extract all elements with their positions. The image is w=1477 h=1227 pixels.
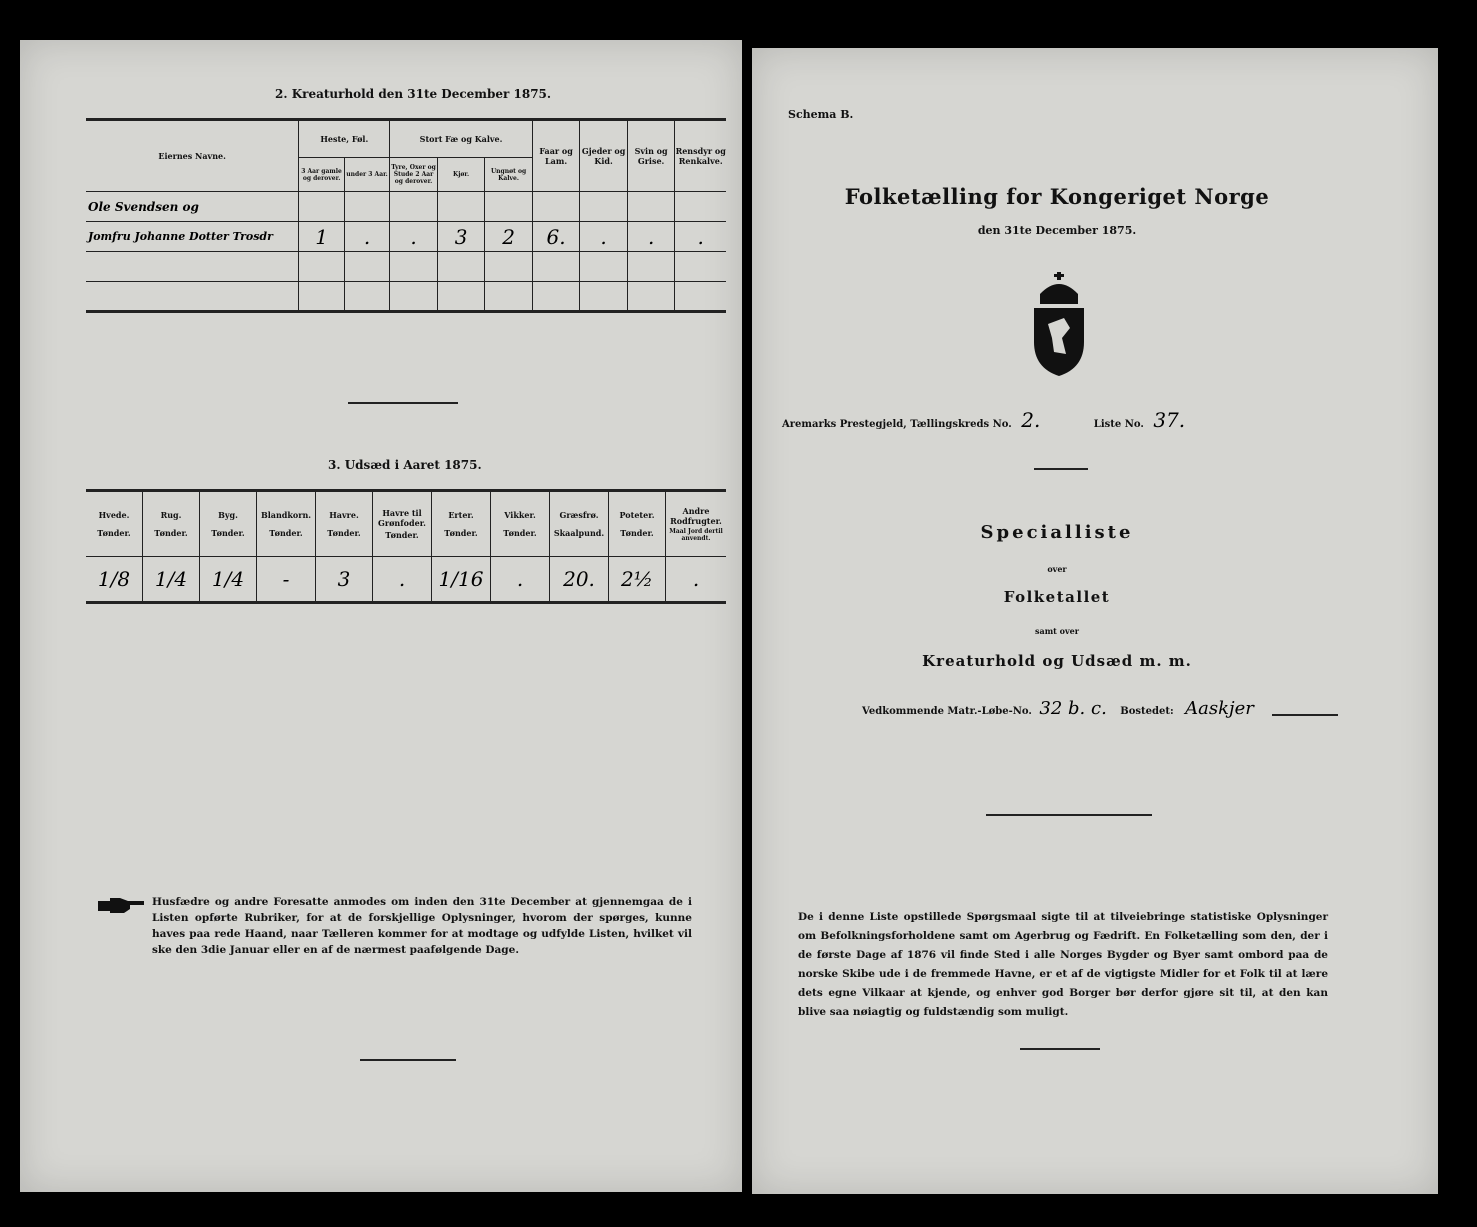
seed-header: Hvede. Tønder.: [86, 491, 143, 557]
horses-sub1: 3 Aar gamle og derover.: [299, 158, 344, 192]
goats-header: Gjeder og Kid.: [580, 120, 628, 192]
horses-sub2: under 3 Aar.: [344, 158, 389, 192]
right-page: [752, 48, 1438, 1194]
footer-text: De i denne Liste opstillede Spørgsmaal sigte til at tilveiebringe statistiske Oplysninger om Befolkningsforholdene samt om Agerbrug og Fædrift. En Folketælling som den, der i de første Dage af 1876 vil finde Sted i alle Norges Bygder og Byer samt ombord paa de norske Skibe ude i de fremmede Havne, er et af de vigtigste Midler for et Folk til at lære dets egne Vilkaar at kjende, og enhver god Borger bør derfor gjøre sit til, at den kan blive saa nøiagtig og fuldstændig som muligt.: [798, 911, 1328, 1018]
matr-line: Vedkommende Matr.-Løbe-No. 32 b. c. Bostedet: Aaskjer: [862, 698, 1254, 719]
divider: [1034, 468, 1088, 470]
over-label: over: [1047, 564, 1067, 574]
bosted-value: Aaskjer: [1185, 698, 1254, 719]
reindeer-header: Rensdyr og Renkalve.: [675, 120, 726, 192]
kreaturhold-title: Kreaturhold og Udsæd m. m.: [922, 652, 1192, 670]
seed-value: .: [491, 557, 550, 603]
bosted-underline: [1272, 714, 1338, 716]
district-value: 2.: [1021, 408, 1041, 432]
horses-header: Heste, Føl.: [299, 120, 390, 158]
seed-header: Blandkorn. Tønder.: [257, 491, 316, 557]
special-title: Specialliste: [980, 522, 1134, 543]
owner-line1: Ole Svendsen og: [86, 192, 299, 222]
livestock-value: .: [344, 222, 389, 252]
bottom-divider: [360, 1059, 456, 1061]
livestock-value: 3: [437, 222, 485, 252]
coat-of-arms-icon: [1030, 272, 1088, 376]
seed-value: 1/8: [86, 557, 143, 603]
matr-value: 32 b. c.: [1039, 698, 1107, 719]
seed-header: Havre til Grønfoder. Tønder.: [373, 491, 432, 557]
pigs-header: Svin og Grise.: [627, 120, 675, 192]
cattle-header: Stort Fæ og Kalve.: [390, 120, 533, 158]
folketallet-title: Folketallet: [1003, 588, 1111, 606]
bottom-divider: [1020, 1048, 1100, 1050]
seed-value: 1/4: [143, 557, 200, 603]
divider: [986, 814, 1152, 816]
livestock-value: .: [580, 222, 628, 252]
seed-value: 20.: [550, 557, 609, 603]
notice-text: Husfædre og andre Foresatte anmodes om inden den 31te December at gjennemgaa de i Listen opførte Rubriker, for at de forskjellige Oplysninger, hvorom der spørges, kunne haves paa rede Haand, naar Tælleren kommer for at modtage og udfylde Listen, hvilket vil ske den 3die Januar eller en af de nærmest paafølgende Dage.: [152, 896, 692, 956]
seed-value: -: [257, 557, 316, 603]
section2-title: 2. Kreaturhold den 31te December 1875.: [275, 87, 552, 101]
seed-table: [86, 489, 726, 604]
samt-over-label: samt over: [1035, 626, 1079, 636]
seed-value: 3: [316, 557, 373, 603]
livestock-value: .: [390, 222, 438, 252]
schema-label: Schema B.: [788, 108, 854, 121]
seed-value: 1/16: [432, 557, 491, 603]
seed-header: Erter. Tønder.: [432, 491, 491, 557]
seed-value: .: [373, 557, 432, 603]
seed-header: Rug. Tønder.: [143, 491, 200, 557]
sheep-header: Faar og Lam.: [532, 120, 580, 192]
seed-header: Andre Rodfrugter. Maal Jord dertil anvendt.: [666, 491, 727, 557]
seed-header: Byg. Tønder.: [200, 491, 257, 557]
owner-header: Eiernes Navne.: [86, 120, 299, 192]
pointing-hand-icon: [96, 895, 146, 917]
district-line: Aremarks Prestegjeld, Tællingskreds No. 2. Liste No. 37.: [782, 408, 1186, 432]
main-title: Folketælling for Kongeriget Norge: [844, 184, 1270, 209]
livestock-value: .: [627, 222, 675, 252]
seed-header: Havre. Tønder.: [316, 491, 373, 557]
list-value: 37.: [1153, 408, 1186, 432]
seed-value: .: [666, 557, 727, 603]
cattle-sub2: Kjør.: [437, 158, 485, 192]
seed-header: Poteter. Tønder.: [609, 491, 666, 557]
seed-header: Vikker. Tønder.: [491, 491, 550, 557]
livestock-value: 1: [299, 222, 344, 252]
cattle-sub3: Ungnøt og Kalve.: [485, 158, 533, 192]
cattle-sub1: Tyre, Oxer og Stude 2 Aar og derover.: [390, 158, 438, 192]
seed-value: 1/4: [200, 557, 257, 603]
date-line: den 31te December 1875.: [977, 224, 1137, 237]
seed-header: Græsfrø. Skaalpund.: [550, 491, 609, 557]
section3-title: 3. Udsæd i Aaret 1875.: [328, 458, 482, 472]
livestock-value: 2: [485, 222, 533, 252]
seed-value: 2½: [609, 557, 666, 603]
livestock-table: [86, 118, 726, 313]
owner-line2: Jomfru Johanne Dotter Trosdr: [86, 222, 299, 252]
livestock-value: 6.: [532, 222, 580, 252]
livestock-value: .: [675, 222, 726, 252]
divider: [348, 402, 458, 404]
left-page: [20, 40, 742, 1192]
